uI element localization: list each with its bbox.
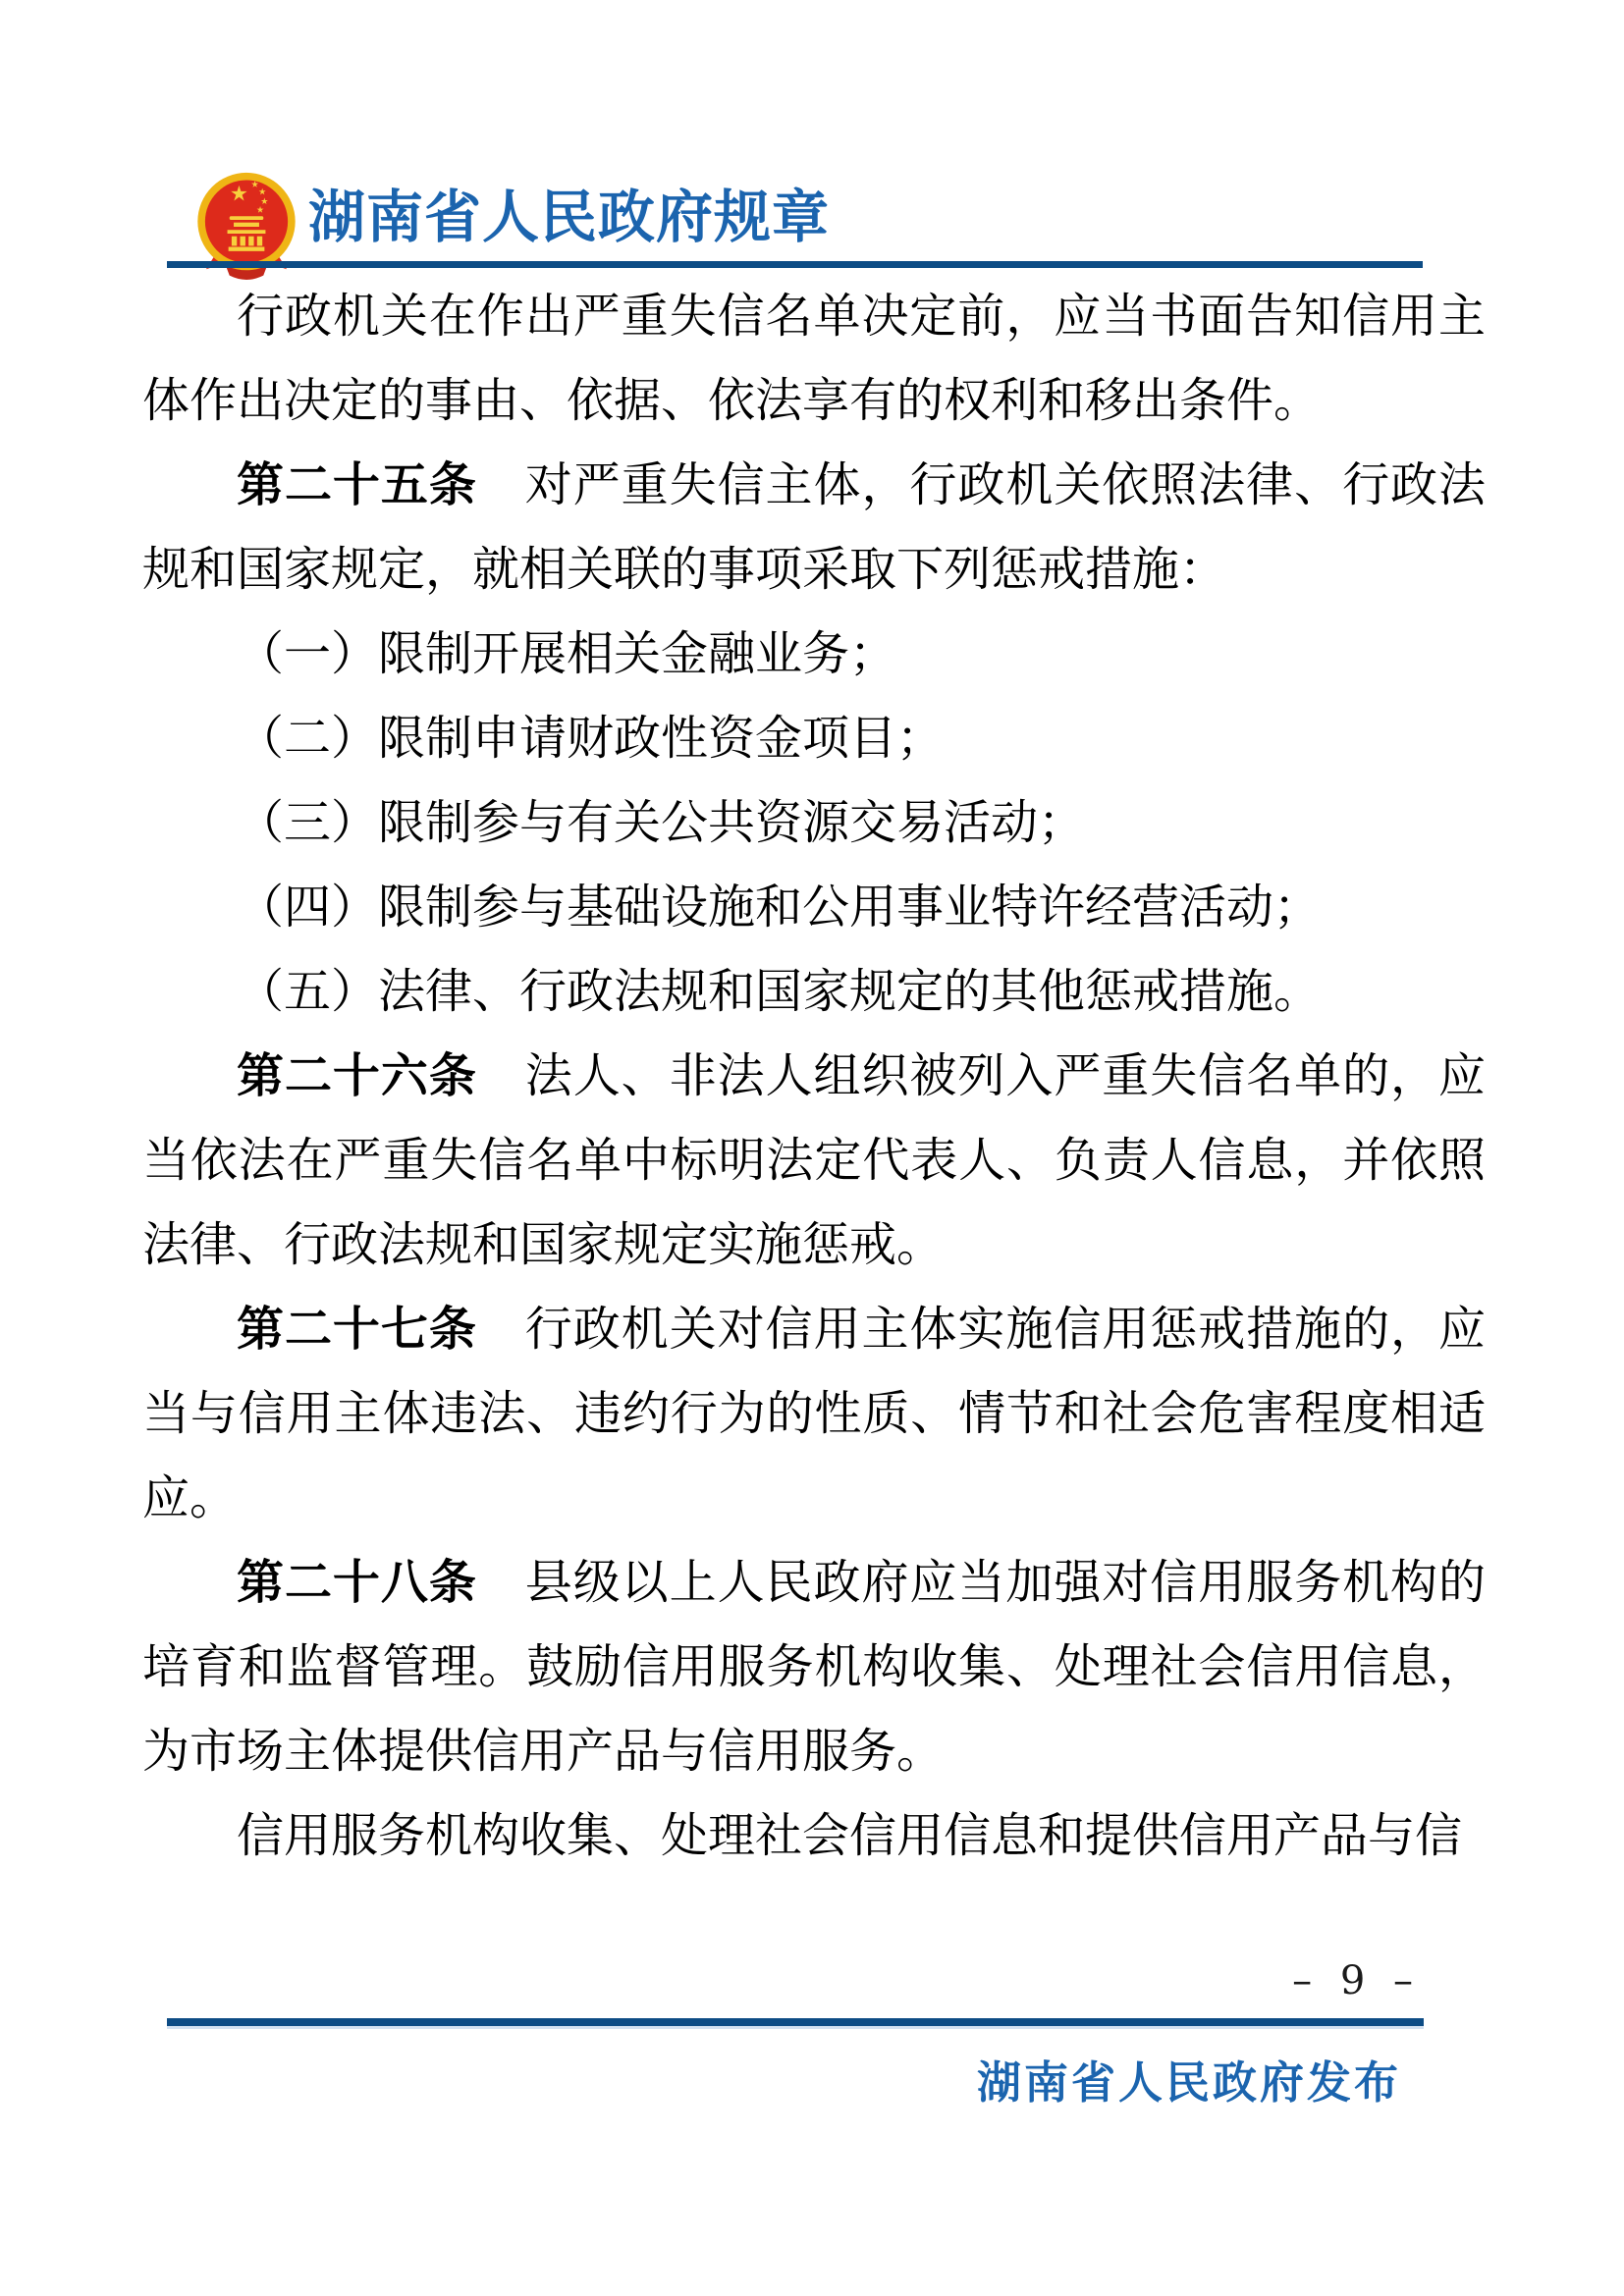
article-text: 县级以上人民政府应当加强对信用服务机构的培育和监督管理。鼓励信用服务机构收集、处理社会信用信息，为市场主体提供信用产品与信用服务。 — [142, 1555, 1486, 1779]
list-item: （二）限制申请财政性资金项目； — [237, 711, 945, 766]
body-paragraph: 行政机关在作出严重失信名单决定前，应当书面告知信用主体作出决定的事由、依据、依法享有的权利和移出条件。 — [142, 289, 1486, 428]
article-number: 第二十六条 — [237, 1048, 525, 1103]
page-number: – 9 – — [1292, 1958, 1421, 2003]
article-paragraph — [142, 1287, 1486, 1540]
list-item: （五）法律、行政法规和国家规定的其他惩戒措施。 — [237, 964, 1322, 1019]
document-header-title: 湖南省人民政府规章 — [308, 184, 831, 250]
article-text: 对严重失信主体，行政机关依照法律、行政法规和国家规定，就相关联的事项采取下列惩戒措施： — [142, 457, 1486, 597]
article-text: 行政机关对信用主体实施信用惩戒措施的，应当与信用主体违法、违约行为的性质、情节和社会危害程度相适应。 — [142, 1302, 1486, 1525]
article-paragraph — [142, 1540, 1486, 1793]
regulation-text — [142, 274, 1486, 1878]
list-item: （三）限制参与有关公共资源交易活动； — [237, 795, 1086, 850]
footer-divider-rule — [167, 2018, 1424, 2029]
article-number: 第二十五条 — [237, 457, 525, 512]
list-item: （一）限制开展相关金融业务； — [237, 626, 897, 681]
article-number: 第二十七条 — [237, 1302, 525, 1357]
article-paragraph — [142, 443, 1486, 612]
list-item: （四）限制参与基础设施和公用事业特许经营活动； — [237, 880, 1322, 934]
article-text: 法人、非法人组织被列入严重失信名单的，应当依法在严重失信名单中标明法定代表人、负责人信息，并依照法律、行政法规和国家规定实施惩戒。 — [142, 1048, 1486, 1272]
body-paragraph: 信用服务机构收集、处理社会信用信息和提供信用产品与信 — [237, 1808, 1463, 1863]
header-divider-rule — [167, 261, 1423, 268]
article-number: 第二十八条 — [237, 1555, 525, 1610]
publisher-label: 湖南省人民政府发布 — [977, 2056, 1402, 2109]
article-paragraph — [142, 1034, 1486, 1287]
